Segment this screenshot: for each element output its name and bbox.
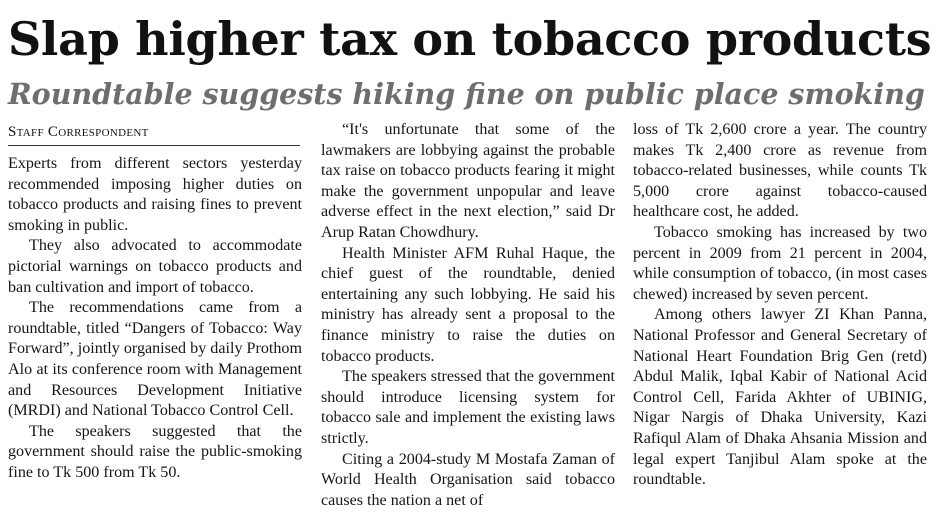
byline: Staff Correspondent	[8, 124, 149, 140]
paragraph: Health Minister AFM Ruhal Haque, the chief guest of the roundtable, denied entertaining any such lobbying. He said his ministry has already sent a proposal to the finance ministry to raise the duties on tobacco products.	[321, 244, 615, 365]
paragraph: They also advocated to accommodate pictorial warnings on tobacco products and ban cultivation and import of tobacco.	[8, 237, 302, 296]
paragraph: loss of Tk 2,600 crore a year. The country makes Tk 2,400 crore as revenue from tobacco-related businesses, while counts Tk 5,000 crore against tobacco-caused healthcare cost, he added.	[633, 121, 927, 221]
byline-rule	[8, 145, 300, 146]
paragraph: The recommendations came from a roundtable, titled “Dangers of Tobacco: Way Forward”, jointly organised by daily Prothom Alo at its conference room with Management and Resources Development Initiative (MRDI) and National Tobacco Control Cell.	[8, 299, 302, 420]
paragraph: Among others lawyer ZI Khan Panna, National Professor and General Secretary of National Heart Foundation Brig Gen (retd) Abdul Malik, Iqbal Kabir of National Acid Control Cell, Farida Akhter of UBINIG, Nigar Nargis of Dhaka University, Kazi Rafiqul Alam of Dhaka Ahsania Mission and legal expert Tanjibul Alam spoke at the roundtable.	[633, 306, 927, 489]
article-column-1	[8, 154, 302, 484]
headline: Slap higher tax on tobacco products	[8, 12, 932, 66]
paragraph: The speakers suggested that the government should raise the public-smoking fine to Tk 500 from Tk 50.	[8, 422, 302, 481]
article-column-3	[633, 120, 927, 491]
paragraph: Experts from different sectors yesterday recommended imposing higher duties on tobacco products and raising fines to prevent smoking in public.	[8, 155, 302, 234]
article-column-2	[321, 120, 615, 511]
subheadline: Roundtable suggests hiking fine on public place smoking	[8, 77, 925, 111]
paragraph: Tobacco smoking has increased by two percent in 2009 from 21 percent in 2004, while consumption of tobacco, (in most cases chewed) increased by seven percent.	[633, 223, 927, 303]
paragraph: “It's unfortunate that some of the lawmakers are lobbying against the probable tax raise on tobacco products fearing it might make the government unpopular and leave adverse effect in the next election,” said Dr Arup Ratan Chowdhury.	[321, 121, 615, 241]
paragraph: The speakers stressed that the government should introduce licensing system for tobacco sale and implement the existing laws strictly.	[321, 368, 615, 447]
paragraph: Citing a 2004-study M Mostafa Zaman of World Health Organisation said tobacco causes the nation a net of	[321, 450, 615, 509]
